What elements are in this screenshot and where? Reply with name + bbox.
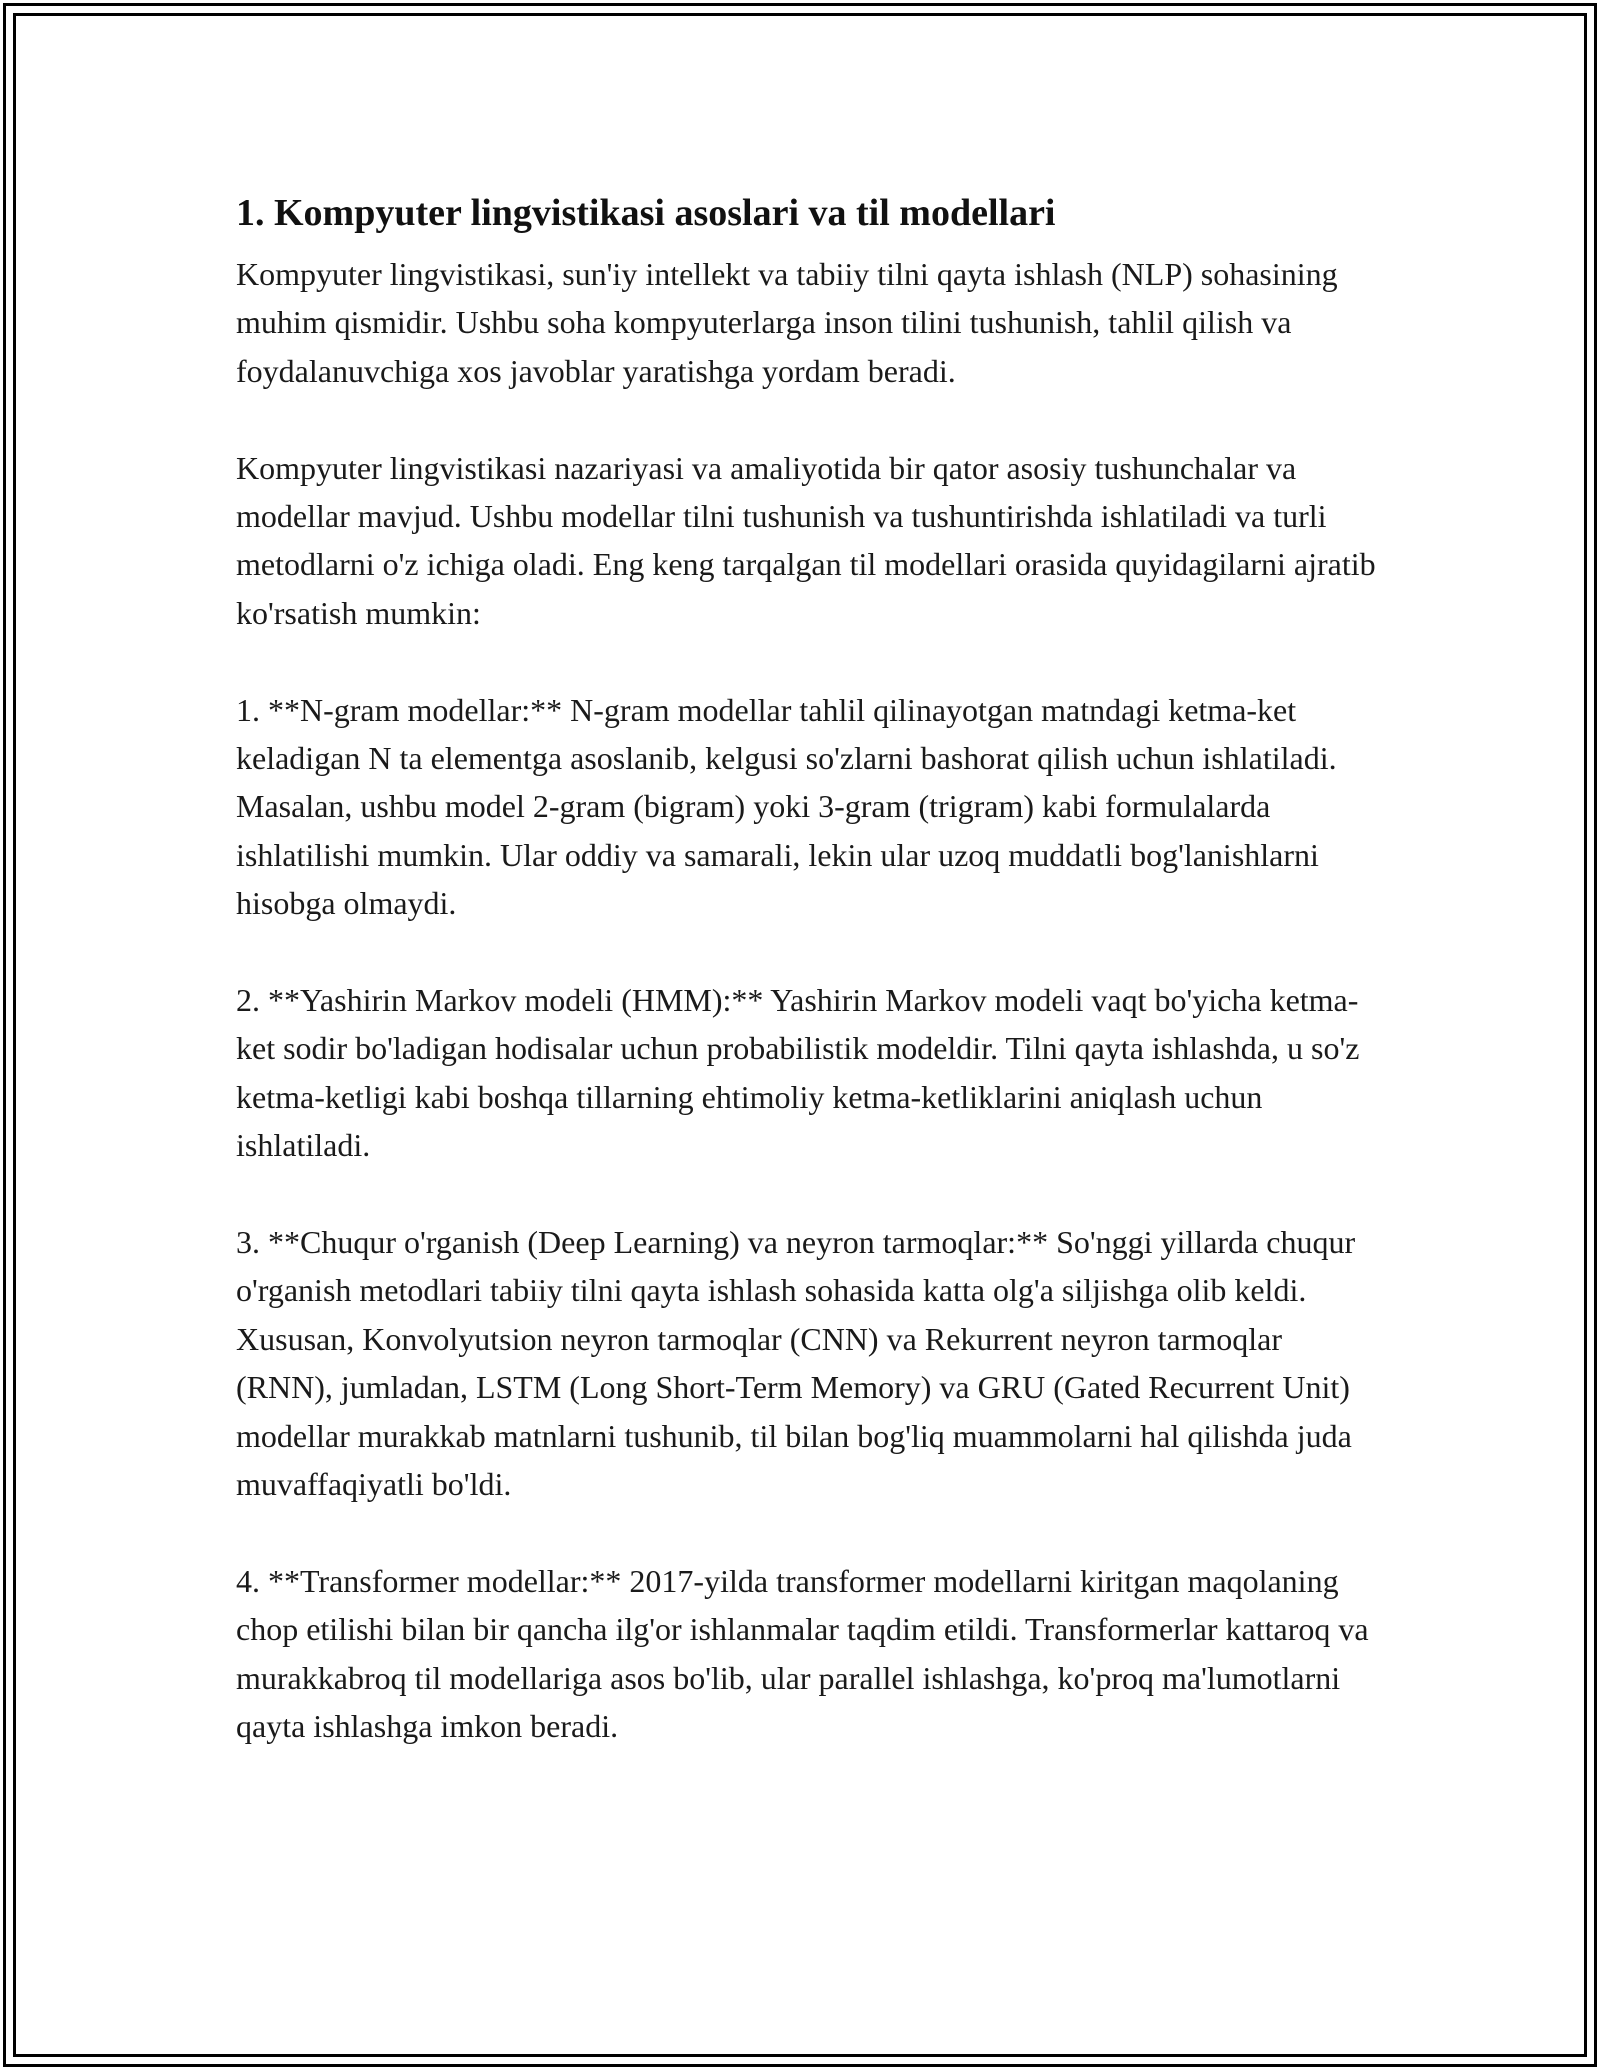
paragraph-deep-learning: 3. **Chuqur o'rganish (Deep Learning) va neyron tarmoqlar:** So'nggi yillarda chuqur o'rganish metodlari tabiiy tilni qayta ishlash sohasida katta olg'a siljishga olib keldi. Xususan, Konvolyutsion neyron tarmoqlar (CNN) va Rekurrent neyron tarmoqlar (RNN), jumladan, LSTM (Long Short-Term Memory) va GRU (Gated Recurrent Unit) modellar murakkab matnlarni tushunib, til bilan bog'liq muammolarni hal qilishda juda muvaffaqiyatli bo'ldi. xyxy=(236,1224,1356,1503)
document-body xyxy=(236,186,1376,1751)
paragraph-models-overview: Kompyuter lingvistikasi nazariyasi va amaliyotida bir qator asosiy tushunchalar va modellar mavjud. Ushbu modellar tilni tushunish va tushuntirishda ishlatiladi va turli metodlarni o'z ichiga oladi. Eng keng tarqalgan til modellari orasida quyidagilarni ajratib ko'rsatish mumkin: xyxy=(236,449,1376,631)
paragraph-transformer: 4. **Transformer modellar:** 2017-yilda transformer modellarni kiritgan maqolaning chop etilishi bilan bir qancha ilg'or ishlanmalar taqdim etildi. Transformerlar kattaroq va murakkabroq til modellariga asos bo'lib, ular parallel ishlashga, ko'proq ma'lumotlarni qayta ishlashga imkon beradi. xyxy=(236,1562,1369,1745)
paragraph-intro: Kompyuter lingvistikasi, sun'iy intellekt va tabiiy tilni qayta ishlash (NLP) sohasining muhim qismidir. Ushbu soha kompyuterlarga inson tilini tushunish, tahlil qilish va foydalanuvchiga xos javoblar yaratishga yordam beradi. xyxy=(236,256,1338,389)
paragraph-hmm: 2. **Yashirin Markov modeli (HMM):** Yashirin Markov modeli vaqt bo'yicha ketma-ket sodir bo'ladigan hodisalar uchun probabilistik modeldir. Tilni qayta ishlashda, u so'z ketma-ketligi kabi boshqa tillarning ehtimoliy ketma-ketliklarini aniqlash uchun ishlatiladi. xyxy=(236,982,1360,1164)
section-title: 1. Kompyuter lingvistikasi asoslari va til modellari xyxy=(236,192,1056,234)
paragraph-ngram: 1. **N-gram modellar:** N-gram modellar tahlil qilinayotgan matndagi ketma-ket keladigan N ta elementga asoslanib, kelgusi so'zlarni bashorat qilish uchun ishlatiladi. Masalan, ushbu model 2-gram (bigram) yoki 3-gram (trigram) kabi formulalarda ishlatilishi mumkin. Ular oddiy va samarali, lekin ular uzoq muddatli bog'lanishlarni hisobga olmaydi. xyxy=(236,691,1337,922)
